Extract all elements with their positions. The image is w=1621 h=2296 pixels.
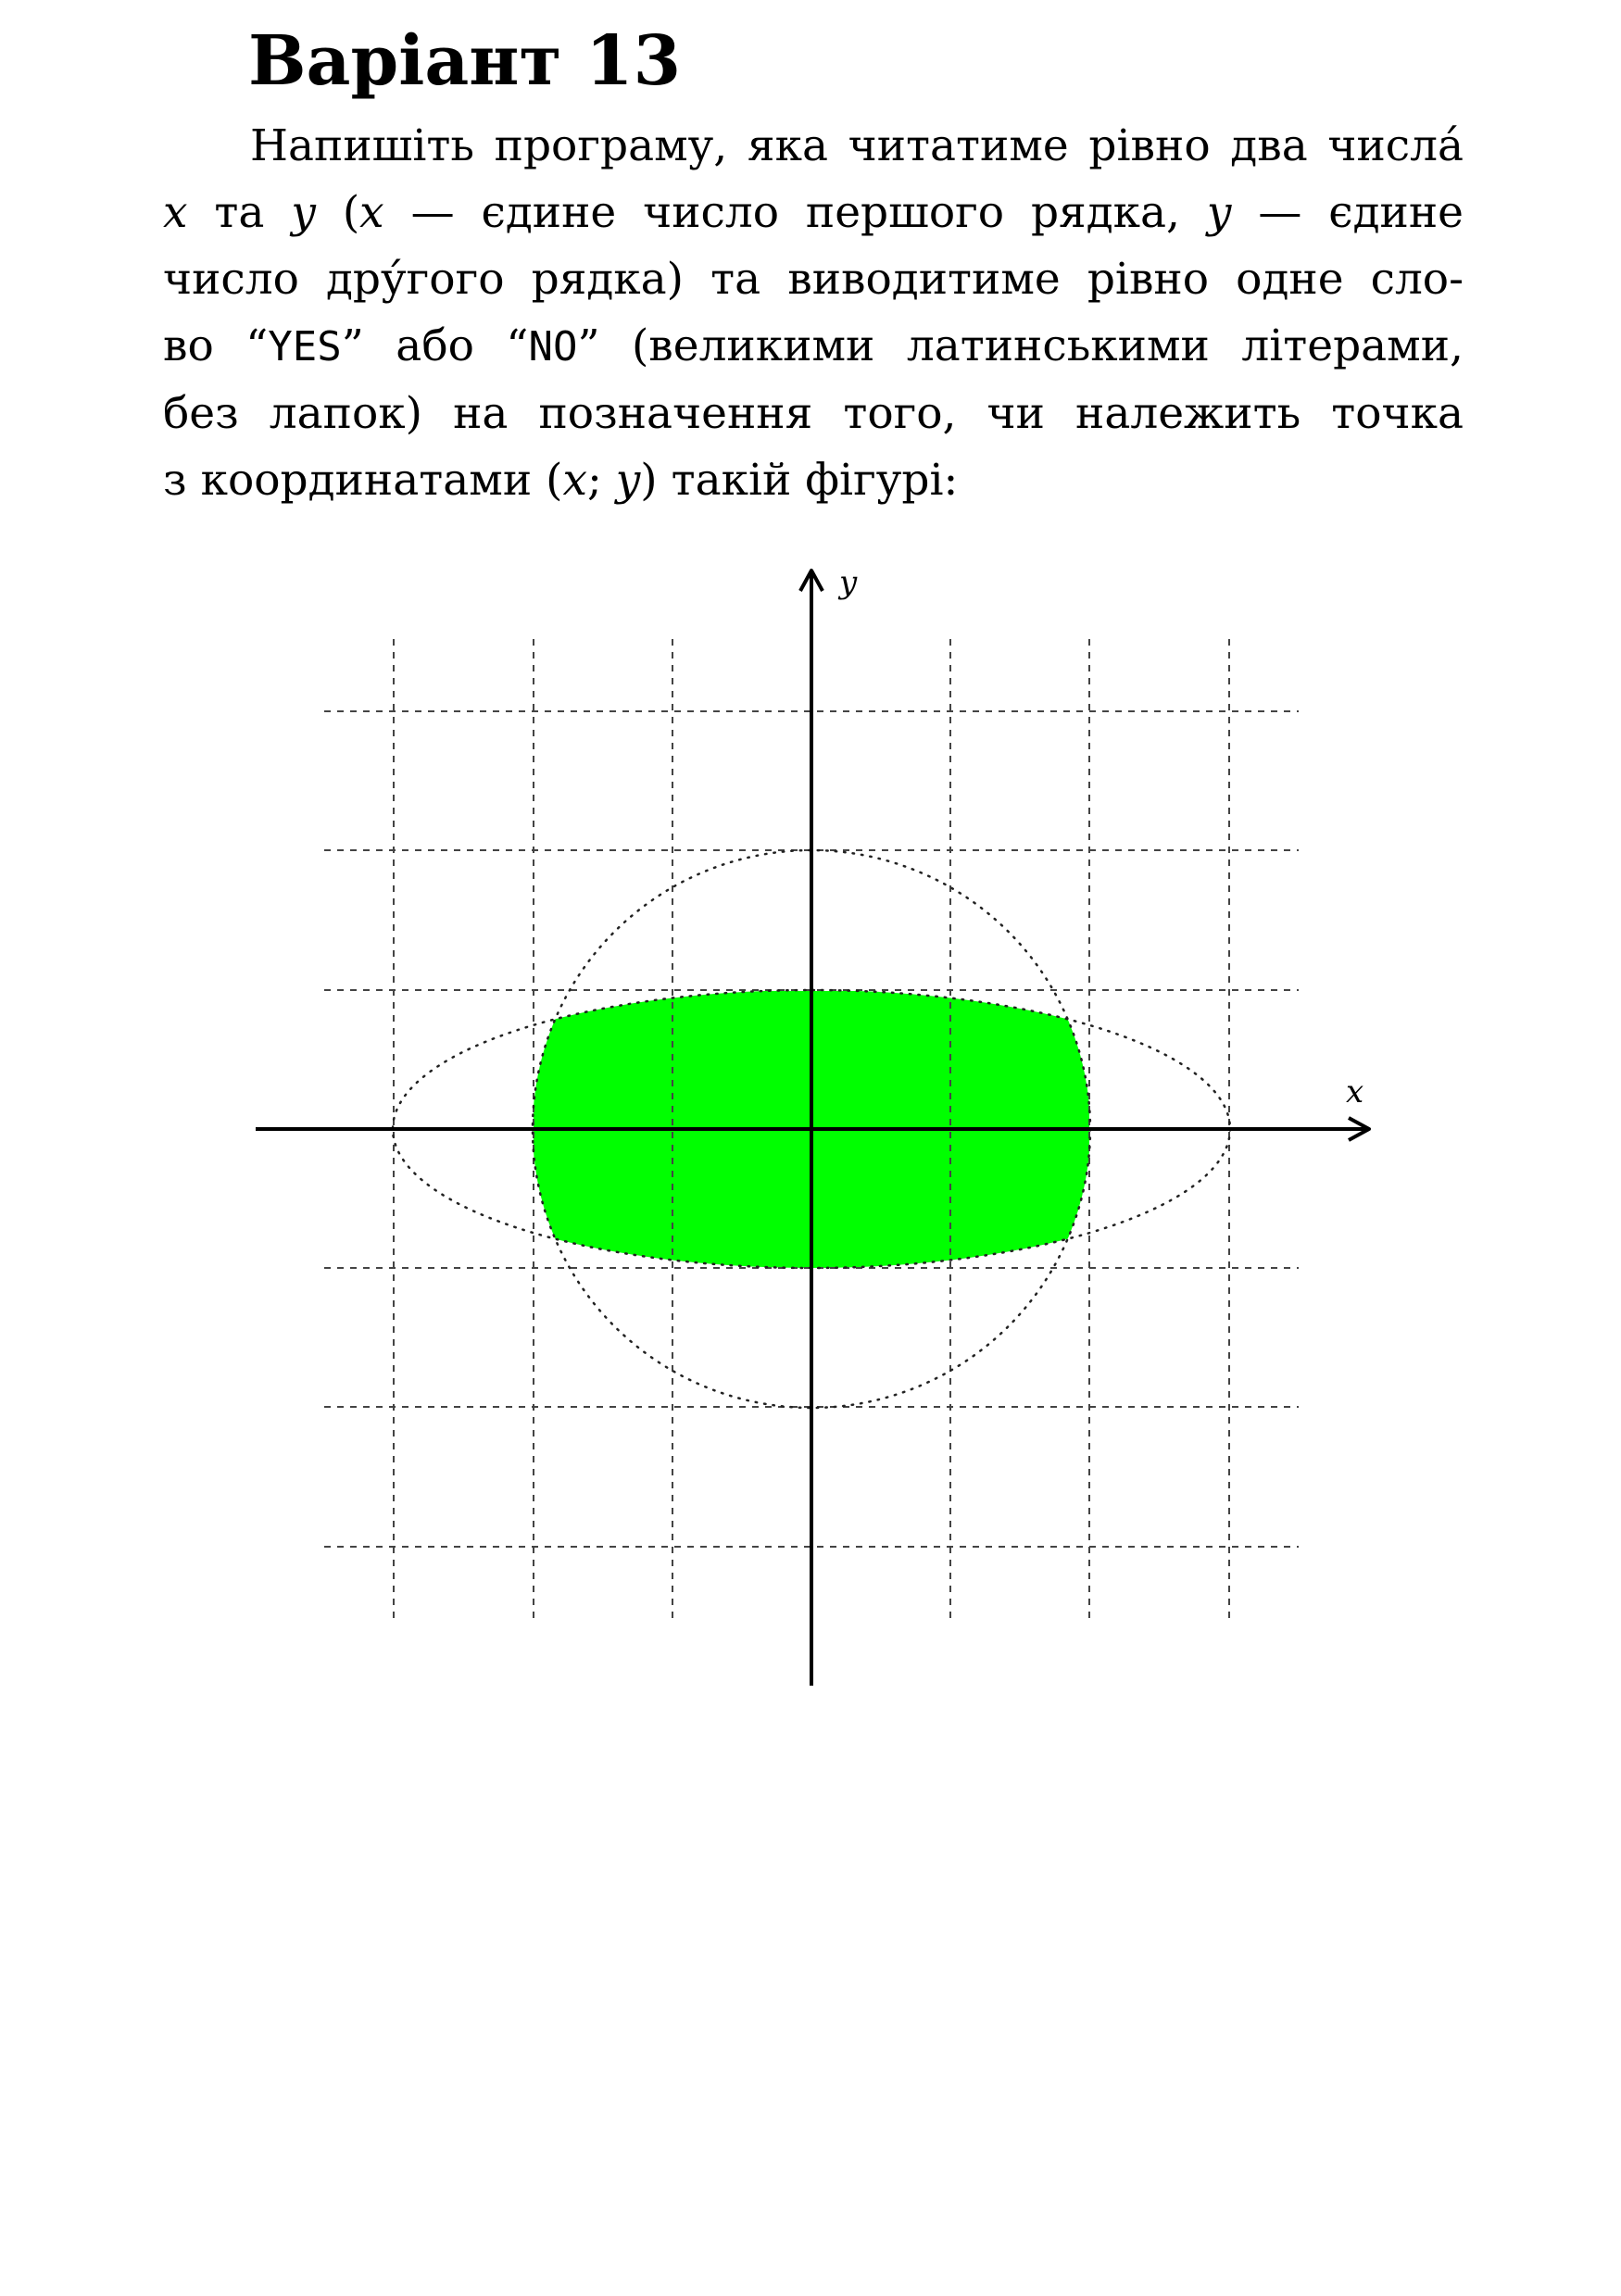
y-axis-label: y xyxy=(839,564,858,601)
text: ” або “ xyxy=(341,320,529,371)
problem-line-1: Напишіть програму, яка читатиме рівно два числá xyxy=(250,120,1464,171)
text: во “ xyxy=(163,320,269,371)
text: ” (великими латинськими літерами, xyxy=(577,320,1464,371)
math-y: y xyxy=(291,187,316,238)
axes xyxy=(256,571,1369,1686)
math-y: y xyxy=(615,455,641,506)
text: — єдине xyxy=(1231,187,1464,238)
math-y: y xyxy=(1206,187,1232,238)
math-x: x xyxy=(562,455,587,506)
text: ( xyxy=(315,187,360,238)
text: ) такій фігурі: xyxy=(640,455,959,506)
no-code: NO xyxy=(528,323,578,370)
math-x: x xyxy=(163,187,188,238)
text: та xyxy=(187,187,292,238)
x-axis-label: x xyxy=(1346,1073,1364,1110)
yes-code: YES xyxy=(268,323,342,370)
math-x: x xyxy=(359,187,384,238)
variant-title: Варіант 13 xyxy=(248,21,682,101)
text: ; xyxy=(586,455,616,506)
text: з координатами ( xyxy=(163,455,563,506)
problem-line-5: без лапок) на позначення того, чи належить точка xyxy=(163,388,1464,439)
problem-line-3: число дру́гого рядка) та виводитиме рівно одне сло- xyxy=(163,254,1464,305)
text: — єдине число першого рядка, xyxy=(383,187,1207,238)
